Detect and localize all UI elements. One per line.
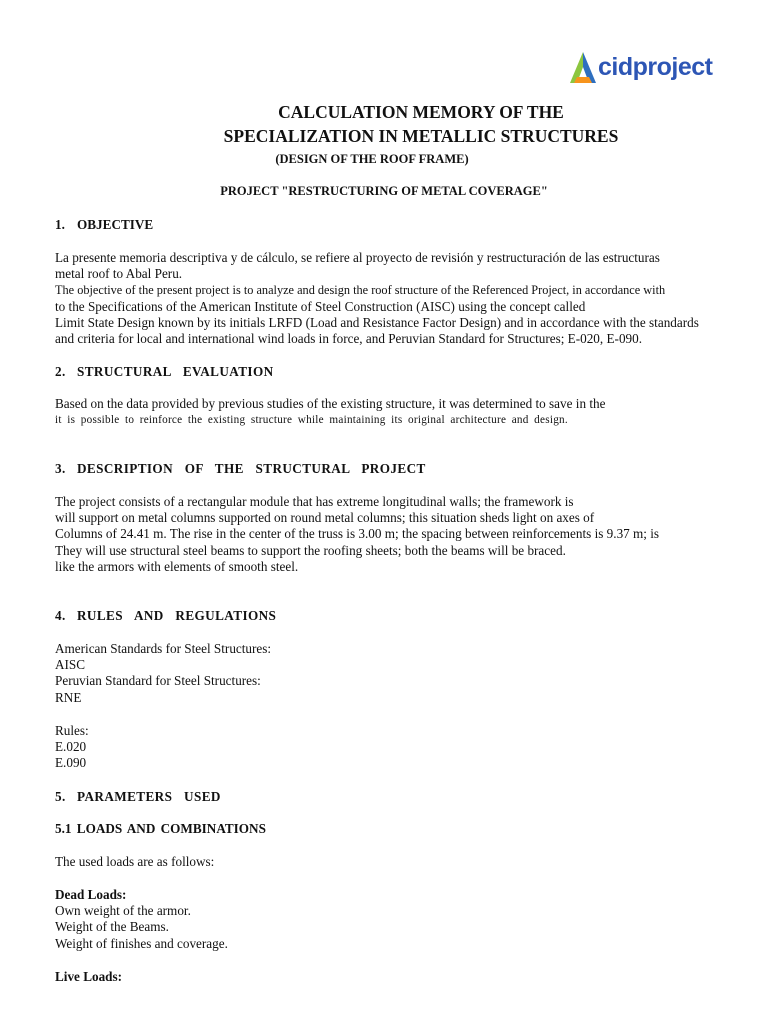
dead-load-item: Own weight of the armor. [55, 903, 191, 919]
dead-load-item: Weight of finishes and coverage. [55, 935, 228, 951]
project-name: PROJECT "RESTRUCTURING OF METAL COVERAGE" [220, 184, 548, 198]
dead-load-item: Weight of the Beams. [55, 919, 169, 935]
paragraph-line: like the armors with elements of smooth steel. [55, 558, 299, 574]
rules-list [55, 723, 89, 772]
section-number: 4. [55, 608, 66, 623]
paragraph-line: The objective of the present project is to analyze and design the roof structure of the Referenced Project, in accordance with [55, 283, 666, 298]
dead-loads [55, 887, 228, 952]
paragraph-line: Limit State Design known by its initials LRFD (Load and Resistance Factor Design) and in accordance with the standards [55, 314, 699, 330]
section-1-heading [55, 217, 153, 233]
paragraph-line: metal roof to Abal Peru. [55, 266, 183, 282]
paragraph-line: will support on metal columns supported on round metal columns; this situation sheds light on axes of [55, 510, 595, 526]
section-title: PARAMETERS USED [77, 789, 221, 804]
standards-line: RNE [55, 689, 82, 705]
standards-line: American Standards for Steel Structures: [55, 641, 272, 656]
section-5-heading [55, 789, 221, 805]
section-3-body [55, 494, 659, 575]
section-number: 2. [55, 364, 66, 379]
logo-triangle-icon [568, 50, 598, 86]
section-title: RULES AND REGULATIONS [77, 608, 277, 623]
section-5-1-heading: 5.1 LOADS AND COMBINATIONS [55, 821, 266, 836]
section-3-heading [55, 461, 426, 477]
rules-label: Rules: [55, 723, 89, 738]
rule-item: E.090 [55, 755, 87, 771]
company-logo [568, 50, 724, 88]
section-4-heading [55, 608, 276, 624]
document-subtitle: (DESIGN OF THE ROOF FRAME) [275, 152, 469, 166]
paragraph-line: it is possible to reinforce the existing structure while maintaining its original architecture and design. [55, 414, 568, 427]
section-number: 5. [55, 789, 66, 804]
rule-item: E.020 [55, 739, 87, 755]
live-loads-title: Live Loads: [55, 969, 123, 984]
paragraph-line: Columns of 24.41 m. The rise in the center of the truss is 3.00 m; the spacing between reinforcements is 9.37 m; is [55, 526, 660, 542]
paragraph-line: and criteria for local and international wind loads in force, and Peruvian Standard for Structures; E-020, E-090. [55, 331, 643, 347]
section-title: DESCRIPTION OF THE STRUCTURAL PROJECT [77, 461, 426, 476]
section-2-body [55, 396, 605, 428]
section-title: STRUCTURAL EVALUATION [77, 364, 274, 379]
document-title-line2: SPECIALIZATION IN METALLIC STRUCTURES [223, 126, 619, 146]
standards-line: Peruvian Standard for Steel Structures: [55, 673, 261, 689]
section-4-body [55, 641, 271, 706]
section-number: 3. [55, 461, 66, 476]
paragraph-line: Based on the data provided by previous studies of the existing structure, it was determined to save in the [55, 396, 606, 411]
section-1-body [55, 250, 699, 347]
dead-loads-title: Dead Loads: [55, 887, 127, 902]
paragraph-line: La presente memoria descriptiva y de cálculo, se refiere al proyecto de revisión y restructuración de las estructuras [55, 250, 660, 265]
section-number: 1. [55, 217, 65, 232]
paragraph-line: to the Specifications of the American Institute of Steel Construction (AISC) using the concept called [55, 298, 586, 314]
paragraph-line: The project consists of a rectangular module that has extreme longitudinal walls; the framework is [55, 494, 574, 509]
loads-intro: The used loads are as follows: [55, 854, 215, 869]
document-title-line1: CALCULATION MEMORY OF THE [278, 102, 564, 122]
section-2-heading [55, 364, 274, 380]
section-title: OBJECTIVE [77, 217, 154, 232]
paragraph-line: They will use structural steel beams to support the roofing sheets; both the beams will be braced. [55, 542, 566, 558]
standards-line: AISC [55, 657, 86, 673]
logo-text: cidproject [598, 53, 713, 81]
